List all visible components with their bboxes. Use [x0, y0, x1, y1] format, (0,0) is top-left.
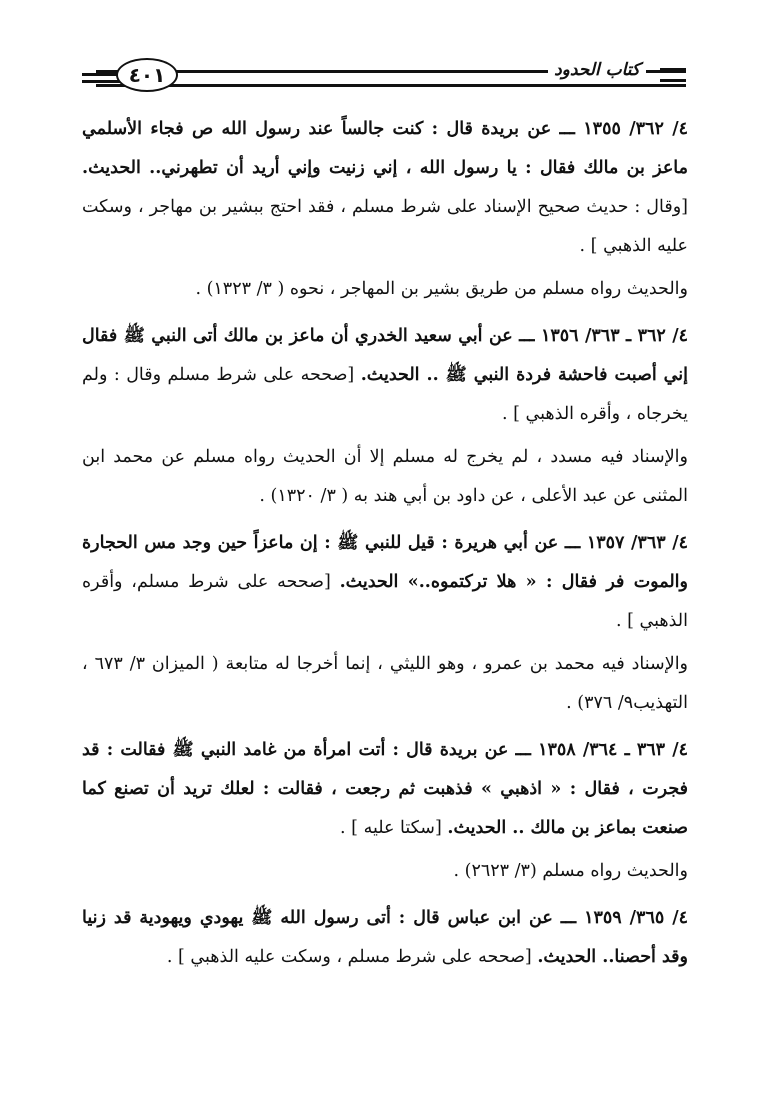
verdict-text: [وقال : حديث صحيح الإسناد على شرط مسلم ، فقد احتج ببشير بن مهاجر ، وسكت عليه الذهبي ] . [82, 197, 688, 256]
entry-1357 [82, 524, 688, 723]
hadith-text: ٤/ ٣٦٣ ـ ٣٦٤/ ١٣٥٨ ـــ عن بريدة قال : أتت امرأة من غامد النبي ﷺ فقالت : قد فجرت ، فقال : « اذهبي » فذهبت ثم رجعت ، فقالت : لعلك تريد أن تصنع كما صنعت بماعز بن مالك .. الحديث. [82, 740, 689, 838]
entry-text [82, 317, 688, 434]
page-header [82, 56, 686, 96]
page-number: ٤٠١ [116, 58, 178, 92]
hadith-text: ٤/ ٣٦٢/ ١٣٥٥ ـــ عن بريدة قال : كنت جالساً عند رسول الله ص فجاء الأسلمي ماعز بن مالك فقال : يا رسول الله ، إني زنيت وإني أريد أن تطهرني.. الحديث. [82, 119, 689, 178]
entry-text [82, 731, 688, 848]
header-right-ornament [660, 68, 686, 82]
entry-text [82, 524, 688, 641]
verdict-text: [سكتا عليه ] . [340, 818, 448, 838]
commentary: والحديث رواه مسلم من طريق بشير بن المهاجر ، نحوه ( ٣/ ١٣٢٣) . [195, 279, 688, 299]
hadith-text: ٤/ ٣٦٣/ ١٣٥٧ ـــ عن أبي هريرة : قيل للنبي ﷺ : إن ماعزاً حين وجد مس الحجارة والموت فر فقال : « هلا تركتموه..» الحديث. [82, 533, 689, 592]
hadith-text: ٤/ ٣٦٥/ ١٣٥٩ ـــ عن ابن عباس قال : أتى رسول الله ﷺ يهودي ويهودية قد زنيا وقد أحصنا.. الحديث. [82, 908, 689, 967]
entry-text [82, 899, 688, 977]
commentary: والحديث رواه مسلم (٣/ ٢٦٢٣) . [453, 861, 688, 881]
verdict-text: [صححه على شرط مسلم وقال : ولم يخرجاه ، وأقره الذهبي ] . [82, 365, 688, 424]
commentary: والإسناد فيه محمد بن عمرو ، وهو الليثي ، إنما أخرجا له متابعة ( الميزان ٣/ ٦٧٣ ، التهذيب٩/ ٣٧٦) . [82, 654, 689, 713]
commentary: والإسناد فيه مسدد ، لم يخرج له مسلم إلا أن الحديث رواه مسلم عن محمد ابن المثنى عن عبد الأعلى ، عن داود بن أبي هند به ( ٣/ ١٣٢٠) . [82, 447, 688, 506]
verdict-text: [صححه على شرط مسلم ، وسكت عليه الذهبي ] . [166, 947, 538, 967]
entry-text [82, 110, 688, 266]
entry-1356 [82, 317, 688, 516]
hadith-text: ٤/ ٣٦٢ ـ ٣٦٣/ ١٣٥٦ ـــ عن أبي سعيد الخدري أن ماعز بن مالك أتى النبي ﷺ فقال إني أصبت فاحشة فردة النبي ﷺ .. الحديث. [82, 326, 689, 385]
entry-1355 [82, 110, 688, 309]
verdict-text: [صححه على شرط مسلم، وأقره الذهبي ] . [82, 572, 688, 631]
entry-1358 [82, 731, 688, 891]
entry-1359 [82, 899, 688, 977]
page-body [82, 110, 688, 985]
chapter-title: كتاب الحدود [548, 60, 646, 80]
header-rule-bottom [96, 84, 686, 87]
